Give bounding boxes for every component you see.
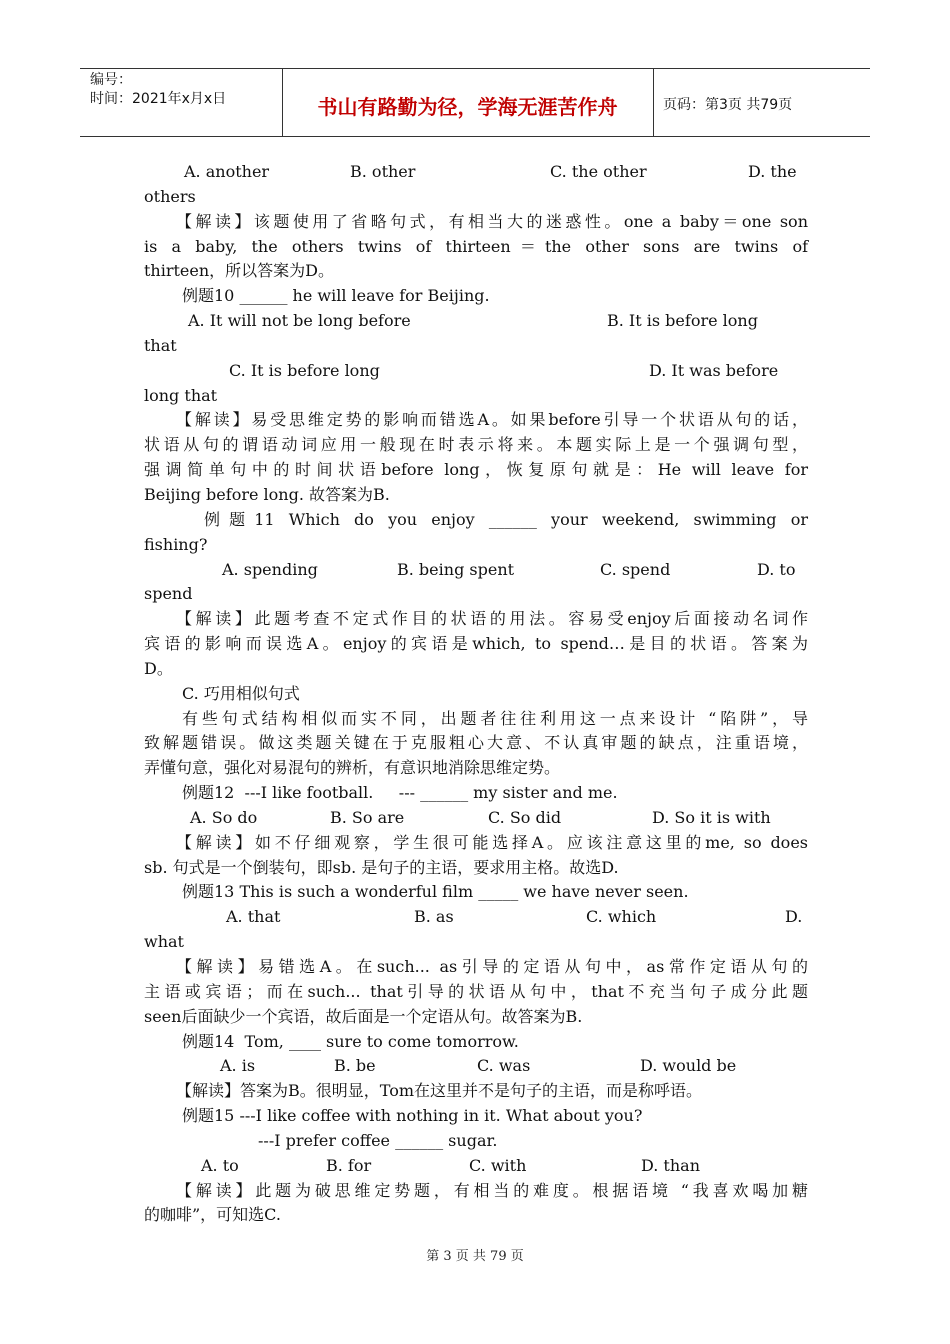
text-line: that xyxy=(144,335,177,355)
section-heading: C. 巧用相似句式 xyxy=(182,683,300,703)
text-line: what xyxy=(144,932,184,952)
option-b: B. It is before long xyxy=(607,311,758,331)
option-a: A. another xyxy=(184,162,270,181)
option-d: D. would be xyxy=(640,1056,737,1076)
option-c: C. spend xyxy=(600,559,671,579)
option-d: D. the xyxy=(748,162,797,181)
page-header xyxy=(80,68,870,137)
page-footer: 第 3 页 共 79 页 xyxy=(426,1249,524,1264)
option-c: C. So did xyxy=(488,807,562,827)
option-d: D. So it is with xyxy=(652,807,771,827)
question-line: 例题15 ---I like coffee with nothing in it. What about you? xyxy=(182,1106,643,1126)
option-a: A. So do xyxy=(190,807,258,827)
option-b: B. other xyxy=(350,162,416,181)
explanation-line: 宾语的影响而误选A。enjoy的宾语是which, to spend…是目的状语。答案为 xyxy=(144,634,808,654)
explanation-line: 【解读】该题使用了省略句式，有相当大的迷惑性。one a baby＝one son xyxy=(176,211,808,231)
option-c: C. which xyxy=(586,907,657,927)
explanation-line: 状语从句的谓语动词应用一般现在时表示将来。本题实际上是一个强调句型， xyxy=(144,435,808,455)
option-row xyxy=(144,905,808,930)
header-meta xyxy=(90,71,226,109)
explanation-line: thirteen，所以答案为D。 xyxy=(144,261,335,281)
option-a: A. spending xyxy=(222,559,318,579)
explanation-line: 主语或宾语；而在such... that引导的状语从句中，that不充当句子成分此题 xyxy=(144,981,808,1001)
header-motto: 书山有路勤为径，学海无涯苦作舟 xyxy=(317,95,618,119)
explanation-line: 【解读】此题考查不定式作目的状语的用法。容易受enjoy后面接动名词作 xyxy=(176,609,808,629)
question-line: ---I prefer coffee ______ sugar. xyxy=(258,1130,498,1150)
text-line: spend xyxy=(144,584,193,604)
question-line: 例题14 Tom, ____ sure to come tomorrow. xyxy=(182,1031,519,1051)
explanation-line: D。 xyxy=(144,658,173,678)
text-line: fishing? xyxy=(144,534,208,554)
option-row xyxy=(144,309,808,334)
option-a: A. to xyxy=(201,1155,239,1175)
header-divider xyxy=(653,69,654,136)
option-c: C. with xyxy=(469,1155,527,1175)
option-row xyxy=(144,359,808,384)
explanation-line: Beijing before long. 故答案为B. xyxy=(144,484,390,504)
option-d: D. to xyxy=(757,559,796,579)
header-page-label: 页码：第3页 共79页 xyxy=(663,97,793,113)
explanation-line: 【解读】易错选A。在such... as引导的定语从句中，as常作定语从句的 xyxy=(176,957,808,976)
option-c: C. the other xyxy=(550,162,647,181)
option-d: D. xyxy=(785,907,803,927)
explanation-line: sb. 句式是一个倒装句，即sb. 是句子的主语，要求用主格。故选D. xyxy=(144,857,619,877)
explanation-line: 【解读】此题为破思维定势题，有相当的难度。根据语境 “我喜欢喝加糖 xyxy=(176,1180,808,1200)
option-row xyxy=(144,1154,808,1179)
option-row xyxy=(144,558,808,583)
paragraph-line: 弄懂句意，强化对易混句的辨析，有意识地消除思维定势。 xyxy=(144,758,561,778)
option-a: A. It will not be long before xyxy=(188,311,411,331)
option-b: B. So are xyxy=(330,807,405,827)
question-line: 例题12 ---I like football. --- ______ my sister and me. xyxy=(182,783,618,803)
option-b: B. being spent xyxy=(397,559,515,579)
text-line: long that xyxy=(144,385,218,405)
explanation-line: 【解读】如不仔细观察，学生很可能选择A。应该注意这里的me, so does xyxy=(176,832,808,852)
explanation-line: seen后面缺少一个宾语，故后面是一个定语从句。故答案为B. xyxy=(144,1006,583,1026)
option-row xyxy=(144,806,808,831)
option-row xyxy=(144,160,808,185)
explanation-line: 【解读】易受思维定势的影响而错选A。如果before引导一个状语从句的话， xyxy=(176,410,808,430)
option-b: B. be xyxy=(334,1056,376,1076)
time-label: 时间：2021年x月x日 xyxy=(90,91,227,107)
number-label: 编号： xyxy=(90,72,132,88)
option-d: D. than xyxy=(641,1155,701,1175)
explanation-line: 强调简单句中的时间状语before long，恢复原句就是：He will leave for xyxy=(144,460,808,480)
explanation-line: 【解读】答案为B。很明显，Tom在这里并不是句子的主语，而是称呼语。 xyxy=(176,1081,702,1101)
question-line: 例题10 ______ he will leave for Beijing. xyxy=(182,286,490,306)
document-body xyxy=(144,160,808,1228)
option-b: B. as xyxy=(414,907,454,927)
option-c: C. It is before long xyxy=(229,360,380,380)
option-d: D. It was before xyxy=(649,360,779,380)
explanation-line: is a baby, the others twins of thirteen＝the other sons are twins of xyxy=(144,236,808,256)
paragraph-line: 有些句式结构相似而实不同，出题者往往利用这一点来设计 “陷阱”，导 xyxy=(182,708,808,728)
option-row xyxy=(144,1054,808,1079)
explanation-line: 的咖啡”，可知选C. xyxy=(144,1205,281,1225)
paragraph-line: 致解题错误。做这类题关键在于克服粗心大意、不认真审题的缺点，注重语境， xyxy=(144,733,808,753)
question-line: 例题13 This is such a wonderful film _____ we have never seen. xyxy=(182,882,689,902)
question-line: 例题11 Which do you enjoy ______ your weekend, swimming or xyxy=(204,509,808,529)
option-c: C. was xyxy=(477,1056,531,1076)
text-line: others xyxy=(144,186,196,206)
option-b: B. for xyxy=(326,1155,372,1175)
option-a: A. is xyxy=(220,1056,256,1076)
option-a: A. that xyxy=(226,907,281,927)
